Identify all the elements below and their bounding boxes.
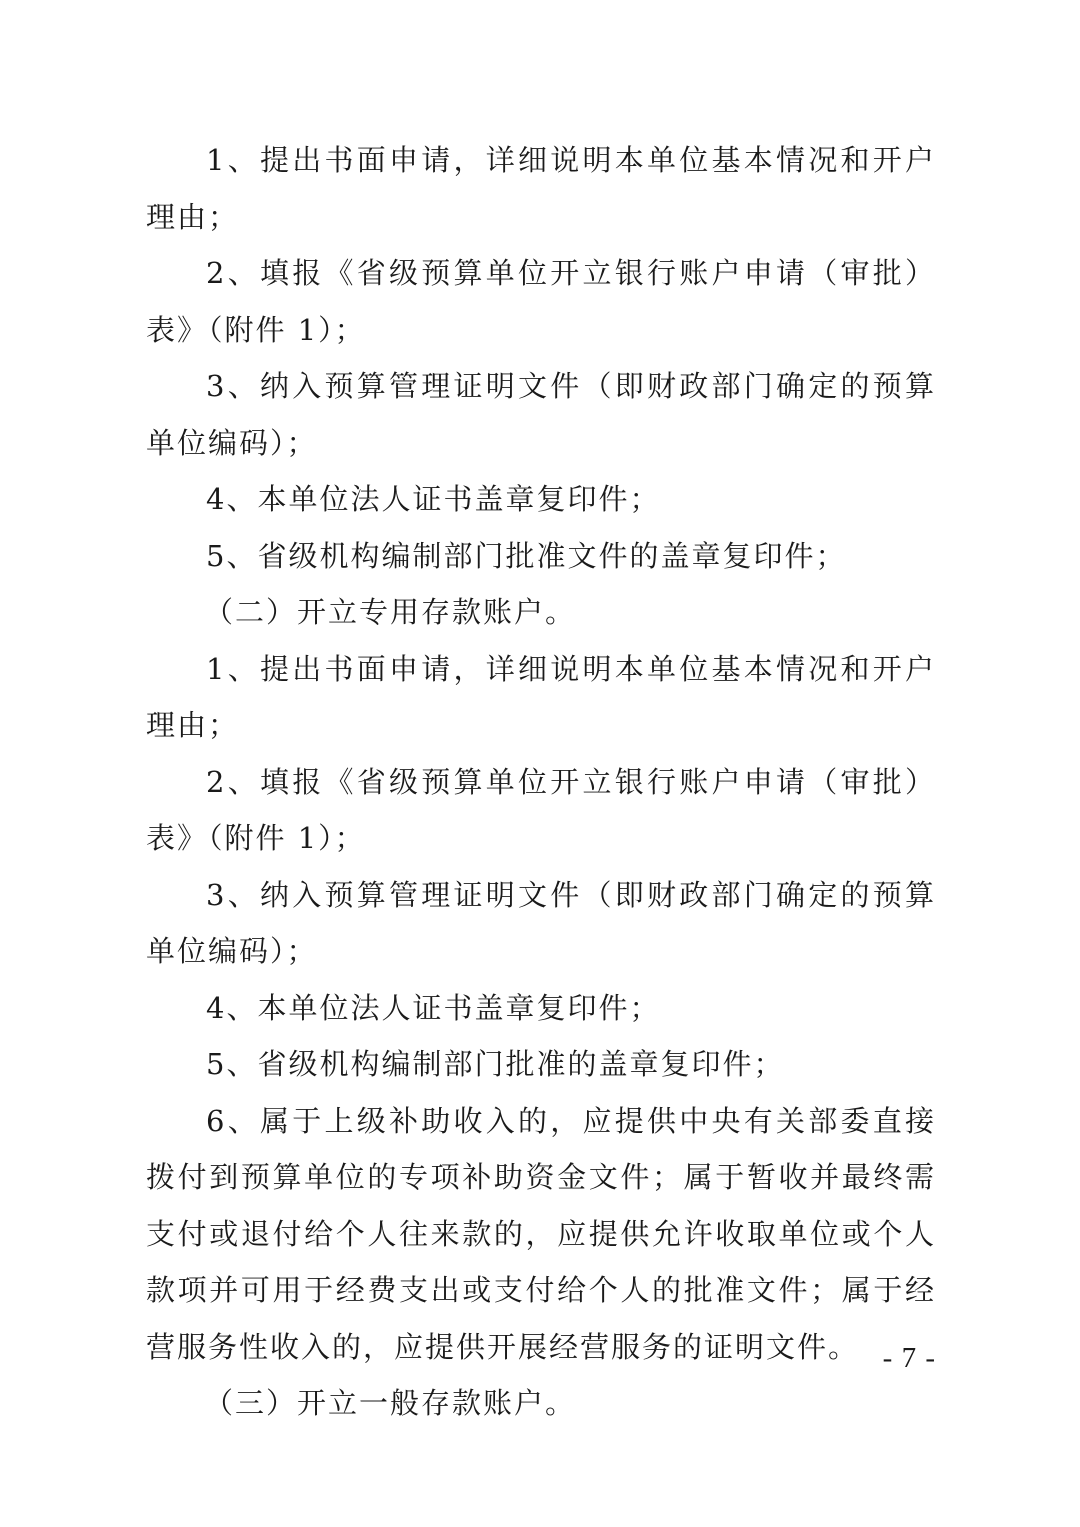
paragraph-9: 4、本单位法人证书盖章复印件； xyxy=(206,990,661,1025)
paragraph-4: 4、本单位法人证书盖章复印件； xyxy=(206,482,661,516)
page-number: - 7 - xyxy=(882,1342,936,1374)
paragraph-2: 2、填报《省级预算单位开立银行账户申请（审批）表》（附件 1）； xyxy=(146,256,936,347)
paragraph-6: 1、提出书面申请，详细说明本单位基本情况和开户理由； xyxy=(146,651,936,742)
paragraph-3: 3、纳入预算管理证明文件（即财政部门确定的预算单位编码）； xyxy=(146,369,936,460)
section-heading-3: （三）开立一般存款账户。 xyxy=(204,1386,577,1420)
paragraph-7: 2、填报《省级预算单位开立银行账户申请（审批）表》（附件 1）； xyxy=(146,764,936,855)
paragraph-1: 1、提出书面申请，详细说明本单位基本情况和开户理由； xyxy=(146,143,936,234)
document-body xyxy=(146,132,936,1432)
section-heading-2: （二）开立专用存款账户。 xyxy=(204,595,577,629)
paragraph-10: 5、省级机构编制部门批准的盖章复印件； xyxy=(206,1047,785,1081)
paragraph-11: 6、属于上级补助收入的，应提供中央有关部委直接拨付到预算单位的专项补助资金文件；属于暂收并最终需支付或退付给个人往来款的，应提供允许收取单位或个人款项并可用于经费支出或支付给个人的批准文件；属于经营服务性收入的，应提供开展经营服务的证明文件。 xyxy=(146,1103,936,1364)
paragraph-8: 3、纳入预算管理证明文件（即财政部门确定的预算单位编码）； xyxy=(146,877,936,968)
paragraph-5: 5、省级机构编制部门批准文件的盖章复印件； xyxy=(206,538,847,573)
